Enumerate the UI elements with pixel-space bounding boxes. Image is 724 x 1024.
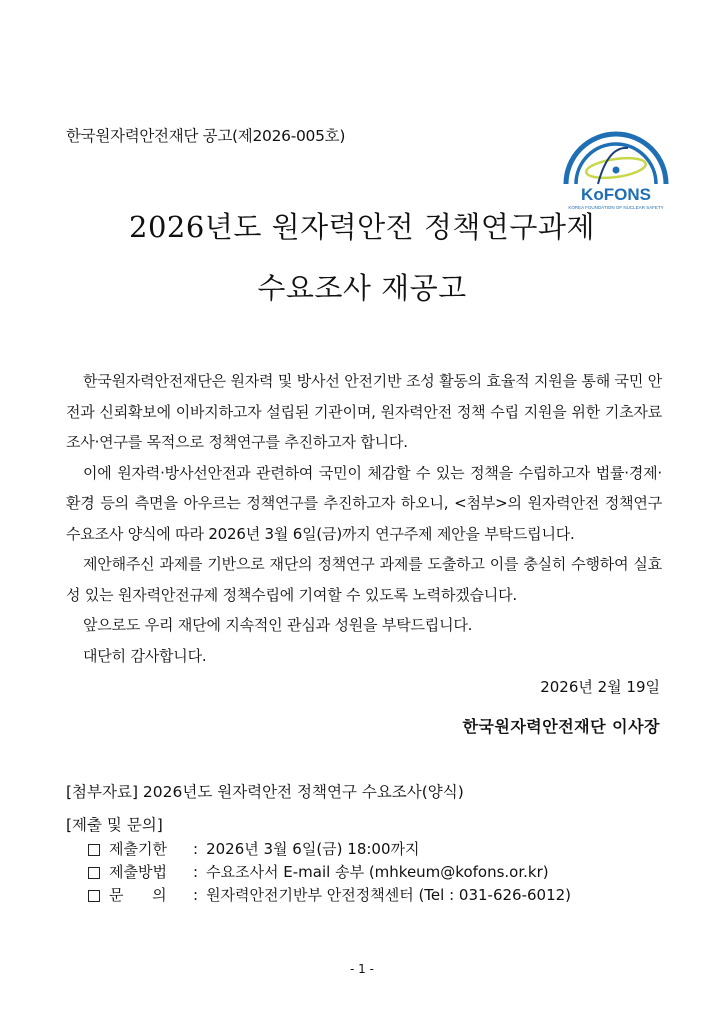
paragraph-4: 앞으로도 우리 재단에 지속적인 관심과 성원을 부탁드립니다. [83, 616, 473, 634]
kofons-logo-icon [558, 126, 674, 212]
checkbox-icon [88, 867, 100, 879]
contact-section-title: [제출 및 문의] [66, 816, 163, 834]
body-paragraphs [66, 366, 662, 671]
checkbox-icon [88, 844, 100, 856]
contact-item-deadline: 제출기한 : 2026년 3월 6일(금) 18:00까지 [88, 838, 571, 861]
document-title-line2: 수요조사 재공고 [257, 271, 467, 305]
notice-number: 한국원자력안전재단 공고(제2026-005호) [66, 127, 346, 145]
svg-text:KOREA FOUNDATION OF NUCLEAR SA: KOREA FOUNDATION OF NUCLEAR SAFETY [568, 205, 664, 210]
contact-item-method: 제출방법 : 수요조사서 E-mail 송부 (mhkeum@kofons.or.kr) [88, 861, 571, 884]
checkbox-icon [88, 890, 100, 902]
contact-item-inquiry: 문 의 : 원자력안전기반부 안전정책센터 (Tel : 031-626-6012) [88, 884, 571, 907]
paragraph-3: 제안해주신 과제를 기반으로 재단의 정책연구 과제를 도출하고 이를 충실히 수행하여 실효성 있는 원자력안전규제 정책수립에 기여할 수 있도록 노력하겠습니다. [66, 555, 662, 604]
document-title-line1: 2026년도 원자력안전 정책연구과제 [129, 210, 595, 244]
paragraph-2: 이에 원자력·방사선안전과 관련하여 국민이 체감할 수 있는 정책을 수립하고자 법률·경제·환경 등의 측면을 아우르는 정책연구를 추진하고자 하오니, <첨부>의 원자력안전 정책연구 수요조사 양식에 따라 2026년 3월 6일(금)까지 연구주제 제안을 부탁드립니다. [66, 463, 662, 543]
attachment-line: [첨부자료] 2026년도 원자력안전 정책연구 수요조사(양식) [66, 783, 464, 801]
paragraph-5: 대단히 감사합니다. [83, 646, 207, 665]
kofons-logo [558, 126, 674, 212]
notice-date: 2026년 2월 19일 [540, 678, 660, 696]
paragraph-1: 한국원자력안전재단은 원자력 및 방사선 안전기반 조성 활동의 효율적 지원을 통해 국민 안전과 신뢰확보에 이바지하고자 설립된 기관이며, 원자력안전 정책 수립 지원을 위한 기초자료 조사·연구를 목적으로 정책연구를 추진하고자 합니다. [66, 372, 662, 451]
page-number: - 1 - [350, 962, 374, 976]
svg-text:KoFONS: KoFONS [581, 185, 651, 204]
signer: 한국원자력안전재단 이사장 [462, 717, 660, 736]
contact-list [88, 838, 571, 907]
